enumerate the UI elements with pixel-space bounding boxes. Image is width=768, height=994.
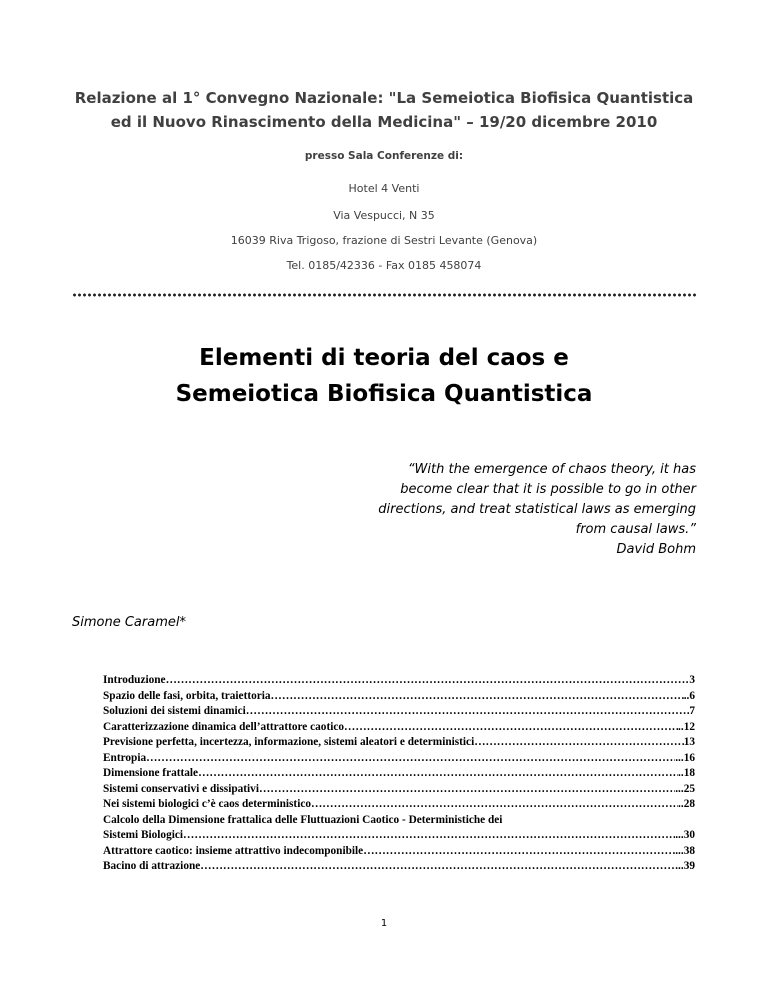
toc-entry-title: Entropia <box>103 751 147 764</box>
epigraph-quote <box>306 460 696 560</box>
toc-entry[interactable] <box>103 797 695 813</box>
toc-leader-dots <box>198 766 678 782</box>
toc-entry-page: 13 <box>683 736 695 748</box>
quote-line2: become clear that it is possible to go in other <box>400 482 696 497</box>
toc-entry-title: Sistemi Biologici <box>103 829 184 841</box>
toc-entry-title: Dimensione frattale <box>103 767 199 779</box>
toc-entry-page: 7 <box>689 705 695 717</box>
document-title-line1: Elementi di teoria del caos e <box>199 345 569 371</box>
toc-entry-page: ..12 <box>678 720 695 733</box>
conference-title-line2: ed il Nuovo Rinascimento della Medicina" – 19/20 dicembre 2010 <box>110 113 658 131</box>
toc-entry[interactable] <box>103 673 695 689</box>
toc-entry-page: ...38 <box>675 844 695 857</box>
toc-leader-dots <box>344 720 678 736</box>
toc-entry-title: Introduzione <box>103 674 166 686</box>
toc-entry[interactable] <box>103 859 695 875</box>
toc-entry[interactable] <box>103 720 695 736</box>
toc-entry[interactable] <box>103 844 695 860</box>
toc-leader-dots <box>363 844 675 860</box>
quote-line4: from causal laws.” <box>575 522 696 537</box>
toc-entry-page: ..18 <box>678 767 695 779</box>
toc-entry-title: Spazio delle fasi, orbita, traiettoria <box>103 689 271 702</box>
toc-leader-dots <box>246 704 690 720</box>
document-title-line2: Semeiotica Biofisica Quantistica <box>175 381 593 407</box>
conference-phone: Tel. 0185/42336 - Fax 0185 458074 <box>286 259 482 272</box>
toc-entry-page: ..39 <box>678 860 695 872</box>
conference-address: Via Vespucci, N 35 <box>333 209 435 222</box>
toc-entry[interactable] <box>103 751 695 767</box>
toc-leader-dots <box>311 797 678 813</box>
toc-entry-page: 3 <box>689 674 695 686</box>
conference-venue: Hotel 4 Venti <box>348 182 420 195</box>
conference-title-line1: Relazione al 1° Convegno Nazionale: "La Semeiotica Biofisica Quantistica <box>74 89 694 107</box>
conference-title <box>40 86 728 134</box>
toc-entry[interactable] <box>103 828 695 844</box>
toc-entry-title: Attrattore caotico: insieme attrattivo indecomponibile <box>103 844 364 857</box>
toc-leader-dots <box>271 689 684 705</box>
dotted-divider <box>72 290 696 300</box>
conference-city: 16039 Riva Trigoso, frazione di Sestri Levante (Genova) <box>230 234 538 247</box>
page-number: 1 <box>380 918 388 929</box>
toc-entry-title: Previsione perfetta, incertezza, informazione, sistemi aleatori e deterministici <box>103 736 475 748</box>
toc-entry[interactable] <box>103 689 695 705</box>
toc-entry[interactable] <box>103 766 695 782</box>
toc-leader-dots <box>183 828 675 844</box>
toc-leader-dots <box>166 673 690 689</box>
quote-author: David Bohm <box>616 542 696 557</box>
toc-leader-dots <box>146 751 675 767</box>
toc-leader-dots <box>259 782 675 798</box>
toc-entry-page: ...25 <box>675 782 695 795</box>
quote-line1: “With the emergence of chaos theory, it has <box>407 462 696 477</box>
quote-line3: directions, and treat statistical laws as emerging <box>378 502 696 517</box>
conference-presso: presso Sala Conferenze di: <box>304 150 464 162</box>
toc-entry-page: ...30 <box>675 829 695 841</box>
toc-entry-title: Caratterizzazione dinamica dell’attrattore caotico <box>103 720 345 733</box>
table-of-contents <box>103 673 695 875</box>
author-name: Simone Caramel* <box>72 615 186 630</box>
toc-entry-title: Sistemi conservativi e dissipativi <box>103 782 259 795</box>
toc-entry-title: Soluzioni dei sistemi dinamici <box>103 705 246 717</box>
toc-entry-page: ..28 <box>678 798 695 810</box>
toc-entry[interactable] <box>103 782 695 798</box>
toc-entry-title-line1[interactable]: Calcolo della Dimensione frattalica delle Fluttuazioni Caotico - Deterministiche dei <box>103 813 503 826</box>
toc-leader-dots <box>200 859 678 875</box>
toc-entry[interactable] <box>103 704 695 720</box>
toc-leader-dots <box>474 735 684 751</box>
toc-entry-page: ..6 <box>683 689 695 702</box>
document-title <box>40 340 728 412</box>
toc-entry-page: ...16 <box>675 751 695 764</box>
toc-entry[interactable] <box>103 735 695 751</box>
toc-entry-title: Nei sistemi biologici c’è caos deterministico <box>103 798 311 810</box>
toc-entry-title: Bacino di attrazione <box>103 860 201 872</box>
